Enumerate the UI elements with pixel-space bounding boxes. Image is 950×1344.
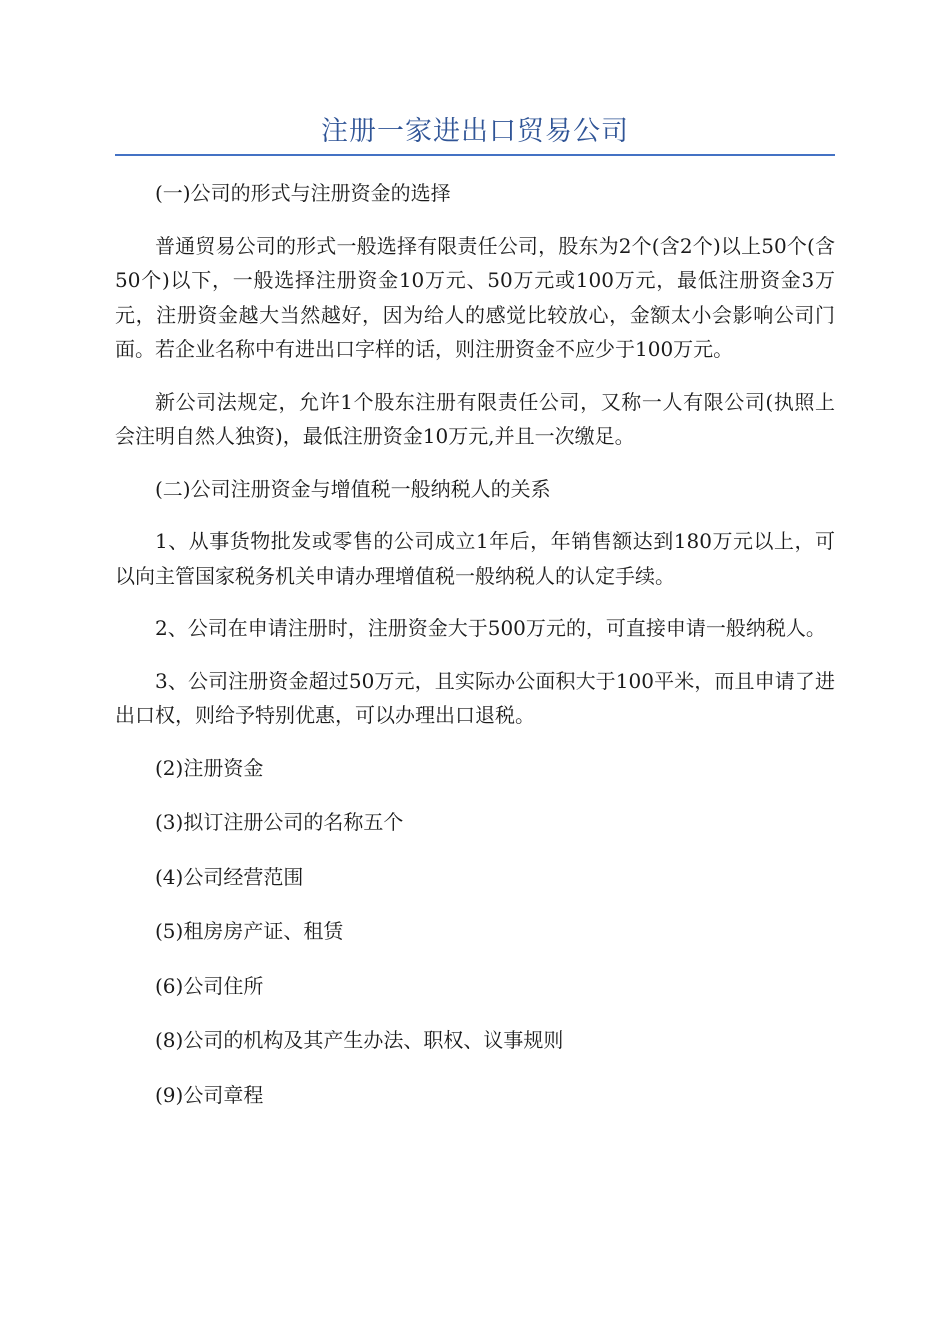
document-title: 注册一家进出口贸易公司 <box>321 116 629 147</box>
document-page <box>115 0 835 1344</box>
list-item: (3)拟订注册公司的名称五个 <box>155 810 404 834</box>
paragraph-new-company-law: 新公司法规定，允许1个股东注册有限责任公司，又称一人有限公司(执照上会注明自然人独资)，最低注册资金10万元,并且一次缴足。 <box>115 389 835 448</box>
list-item: (6)公司住所 <box>155 973 264 998</box>
title-underline <box>115 154 835 156</box>
document-body <box>115 176 835 1132</box>
list-item: (9)公司章程 <box>155 1082 264 1107</box>
paragraph-point-3: 3、公司注册资金超过50万元，且实际办公面积大于100平米，而且申请了进出口权，则给予特别优惠，可以办理出口退税。 <box>115 668 835 727</box>
list-item: (8)公司的机构及其产生办法、职权、议事规则 <box>155 1028 564 1052</box>
list-item: (5)租房房产证、租赁 <box>155 919 344 943</box>
list-item: (4)公司经营范围 <box>155 864 304 889</box>
paragraph-point-1: 1、从事货物批发或零售的公司成立1年后，年销售额达到180万元以上，可以向主管国家税务机关申请办理增值税一般纳税人的认定手续。 <box>115 529 835 588</box>
list-item: (2)注册资金 <box>155 755 264 780</box>
paragraph-point-2: 2、公司在申请注册时，注册资金大于500万元的，可直接申请一般纳税人。 <box>155 616 826 640</box>
paragraph-company-form: 普通贸易公司的形式一般选择有限责任公司，股东为2个(含2个)以上50个(含50个)以下，一般选择注册资金10万元、50万元或100万元，最低注册资金3万元，注册资金越大当然越好，因为给人的感觉比较放心，金额太小会影响公司门面。若企业名称中有进出口字样的话，则注册资金不应少于100万元。 <box>115 233 835 361</box>
section-heading-2: (二)公司注册资金与增值税一般纳税人的关系 <box>155 476 551 501</box>
section-heading-1: (一)公司的形式与注册资金的选择 <box>155 181 451 205</box>
